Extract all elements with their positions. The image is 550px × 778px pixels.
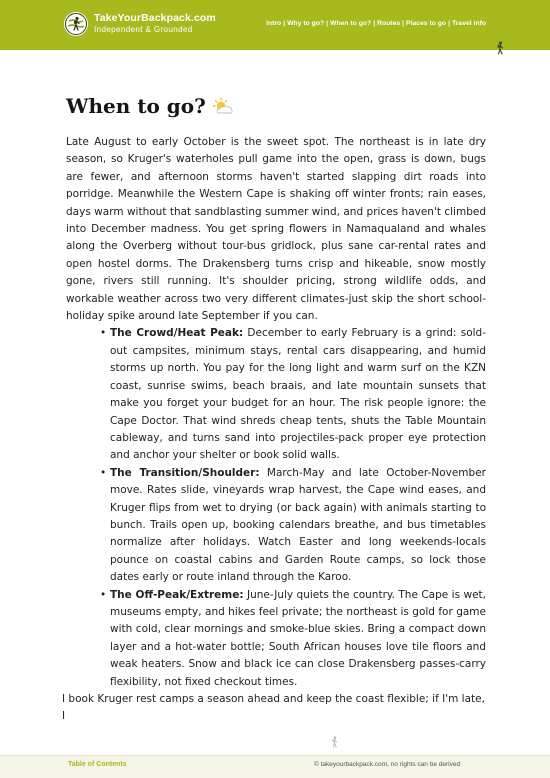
intro-paragraph: Late August to early October is the sweet spot. The northeast is in late dry season, so Kruger's waterholes pull game into the open, grass is down, bugs are fewer, and afternoon storms haven't started slapping dirt roads into porridge. Meanwhile the Western Cape is shaking off winter fronts; rain eases, days warm without that sandblasting summer wind, and prices haven't climbed into December madness. You get spring flowers in Namaqualand and whales along the Overberg without tour-bus gridlock, plus sane car-rental rates and open hostel dorms. The Drakensberg turns crisp and hikeable, snow mostly gone, rivers still running. It's shoulder pricing, strong wildlife odds, and workable weather across two very different climates-just skip the short school-holiday spike around late September if you can.	[66, 136, 486, 323]
closing-paragraph: I book Kruger rest camps a season ahead and keep the coast flexible; if I'm late, I	[62, 693, 485, 723]
nav-separator: |	[283, 20, 286, 27]
nav-separator: |	[326, 20, 329, 27]
top-nav	[266, 20, 486, 27]
brand-name[interactable]: TakeYourBackpack.com	[94, 12, 216, 24]
season-text: June-July quiets the country. The Cape is wet, museums empty, and hikes feel private; the northeast is gold for game with cold, clear mornings and smoke-blue skies. Bring a compact down layer and a hot-water bottle; South African houses love tile floors and weak heaters. Snow and black ice can close Drakensberg passes-carry flexibility, not fixed checkout times.	[110, 588, 486, 688]
list-item	[110, 465, 486, 587]
nav-link-routes[interactable]: Routes	[377, 20, 401, 27]
nav-separator: |	[373, 20, 376, 27]
nav-link-when-to-go[interactable]: When to go?	[330, 20, 372, 27]
brand-tagline: Independent & Grounded	[94, 25, 193, 34]
season-text: December to early February is a grind: sold-out campsites, minimum stays, rental cars disappearing, and humid storms up north. You pay for the long light and warm surf on the KZN coast, sunrise swims, beach braais, and late mountain sunsets that make you forget your budget for an hour. The risk people ignore: the Cape Doctor. That wind shreds cheap tents, shuts the Table Mountain cableway, and turns sand into projectiles-pack proper eye protection and anchor your shelter or book solid walls.	[110, 327, 486, 462]
nav-link-intro[interactable]: Intro	[266, 20, 282, 27]
season-text: March-May and late October-November move. Rates slide, vineyards wrap harvest, the Cape wind eases, and Kruger flips from wet to drying (or back again) with animals starting to bunch. Trails open up, booking calendars breathe, and bus timetables normalize after holidays. Watch Easter and long weekends-locals pounce on coastal cabins and Garden Route camps, so lock those dates early or route inland through the Karoo.	[110, 466, 486, 584]
hiker-globe-icon	[64, 12, 88, 36]
list-item	[110, 587, 486, 691]
season-label: The Crowd/Heat Peak:	[110, 327, 244, 340]
page-footer	[0, 755, 550, 778]
table-of-contents-link[interactable]: Table of Contents	[68, 761, 127, 768]
page-title: When to go?	[66, 94, 206, 118]
nav-separator: |	[402, 20, 405, 27]
nav-link-why-to-go[interactable]: Why to go?	[287, 20, 325, 27]
page-title-row	[66, 94, 234, 118]
season-list	[110, 325, 486, 691]
sun-behind-cloud-icon	[212, 97, 234, 115]
nav-link-travel-info[interactable]: Travel info	[452, 20, 486, 27]
nav-separator: |	[448, 20, 450, 27]
season-label: The Off-Peak/Extreme:	[110, 588, 244, 601]
hiker-icon	[330, 736, 339, 748]
site-header	[0, 0, 550, 50]
season-label: The Transition/Shoulder:	[110, 466, 260, 479]
list-item	[110, 325, 486, 464]
nav-link-places-to-go[interactable]: Places to go	[406, 20, 447, 27]
logo[interactable]	[64, 12, 88, 36]
hiker-icon	[495, 41, 505, 55]
main-content	[62, 134, 486, 726]
copyright-text: © takeyourbackpack.com, no rights can be derived	[314, 761, 461, 768]
